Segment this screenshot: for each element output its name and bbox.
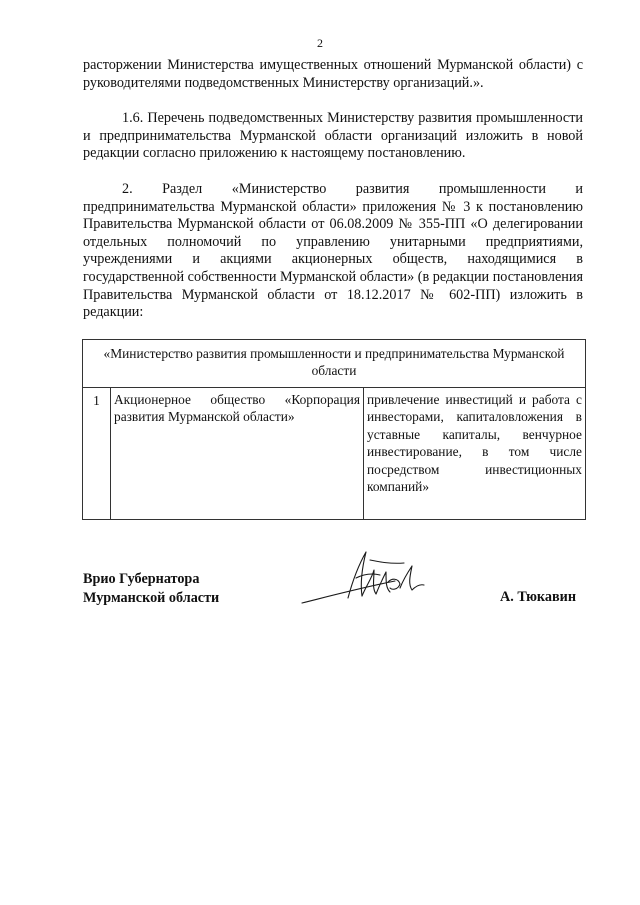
signatory-title [83,570,219,608]
organization-name: Акционерное общество «Корпорация развития Мурманской области» [111,388,364,520]
page-number: 2 [317,36,323,50]
row-number: 1 [83,388,111,520]
signatory-title-line1: Врио Губернатора [83,571,200,587]
table-header-row [83,340,586,388]
ministry-section-table [82,339,586,520]
paragraph-1-6: 1.6. Перечень подведомственных Министерству развития промышленности и предпринимательства Мурманской области организаций изложить в новой редакции согласно приложению к настоящему постановлению. [83,110,583,162]
signatory-title-line2: Мурманской области [83,590,220,606]
paragraph-2: 2. Раздел «Министерство развития промышленности и предпринимательства Мурманской области» приложения № 3 к постановлению Правительства Мурманской области от 06.08.2009 № 355-ПП «О делегировании отдельных полномочий по управлению унитарными предприятиями, учреждениями и акциями акционерных обществ, находящимися в государственной собственности Мурманской области» (в редакции постановления Правительства Мурманской области от 18.12.2017 № 602-ПП) изложить в редакции: [83,181,583,321]
table-row [83,388,586,520]
activity-description: привлечение инвестиций и работа с инвесторами, капиталовложения в уставные капиталы, венчурное инвестирование, в том числе посредством инвестиционных компаний» [364,388,586,520]
signatory-name: А. Тюкавин [500,589,577,605]
handwritten-signature [300,548,430,610]
paragraph-continuation: расторжении Министерства имущественных отношений Мурманской области) с руководителями подведомственных Министерству организаций.». [83,57,583,91]
table-title: «Министерство развития промышленности и предпринимательства Мурманской области [83,340,586,388]
